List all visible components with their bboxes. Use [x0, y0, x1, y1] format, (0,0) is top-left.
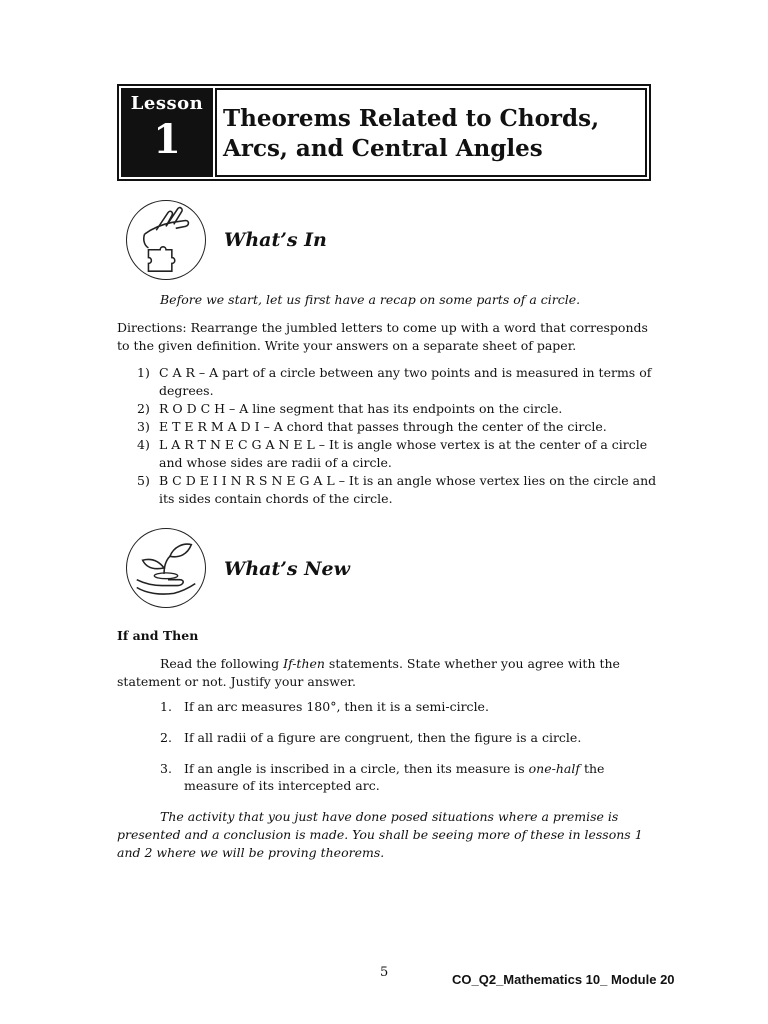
- list-item: [137, 418, 657, 436]
- closing-paragraph: [117, 808, 657, 862]
- lesson-title-box: [215, 88, 647, 177]
- lesson-title-line1: Theorems Related to Chords,: [223, 105, 600, 132]
- directions: [117, 319, 657, 355]
- instructions: [117, 655, 657, 691]
- list-item: [137, 364, 657, 400]
- page-number: 5: [380, 965, 389, 980]
- list-item: [160, 760, 650, 794]
- list-item: [160, 698, 650, 715]
- list-item: [137, 400, 657, 418]
- item-number: 4): [137, 437, 150, 452]
- hand-plant-icon: [126, 528, 206, 608]
- lesson-title: [223, 104, 599, 164]
- whats-new-title: What’s New: [224, 558, 350, 580]
- item-number: 5): [137, 473, 150, 488]
- item-text: E T E R M A D I – A chord that passes through the center of the circle.: [159, 419, 607, 434]
- subheading: If and Then: [117, 628, 199, 643]
- lesson-header: [117, 84, 651, 181]
- jumbled-word-list: [137, 364, 657, 508]
- lesson-badge: [121, 88, 213, 177]
- directions-line2: to the given definition. Write your answers on a separate sheet of paper.: [117, 338, 577, 353]
- item-text: C A R – A part of a circle between any two points and is measured in terms of: [159, 365, 652, 380]
- item-text: If an arc measures 180°, then it is a semi-circle.: [184, 699, 489, 714]
- item-number: 2.: [160, 730, 172, 745]
- item-number: 1): [137, 365, 150, 380]
- if-then-list: [160, 698, 650, 808]
- whats-in-intro: Before we start, let us first have a recap on some parts of a circle.: [160, 292, 581, 307]
- hand-puzzle-icon: [126, 200, 206, 280]
- whats-in-title: What’s In: [224, 229, 327, 251]
- closing-line3: and 2 where we will be proving theorems.: [117, 845, 385, 860]
- item-text: R O D C H – A line segment that has its endpoints on the circle.: [159, 401, 563, 416]
- list-item: [137, 436, 657, 472]
- directions-line1: Directions: Rearrange the jumbled letters to come up with a word that corresponds: [117, 320, 648, 335]
- item-number: 2): [137, 401, 150, 416]
- item-text: If all radii of a figure are congruent, then the figure is a circle.: [184, 730, 582, 745]
- item-number: 3.: [160, 761, 172, 776]
- module-code: CO_Q2_Mathematics 10_ Module 20: [452, 972, 675, 987]
- closing-line2: presented and a conclusion is made. You shall be seeing more of these in lessons 1: [117, 827, 643, 842]
- instructions-line1: Read the following If-then statements. State whether you agree with the: [160, 656, 620, 671]
- item-text-line2: degrees.: [159, 383, 214, 398]
- item-number: 3): [137, 419, 150, 434]
- item-text-line2: its sides contain chords of the circle.: [159, 491, 393, 506]
- item-text: L A R T N E C G A N E L – It is angle whose vertex is at the center of a circle: [159, 437, 648, 452]
- list-item: [160, 729, 650, 746]
- item-text-line2: and whose sides are radii of a circle.: [159, 455, 392, 470]
- item-text: B C D E I I N R S N E G A L – It is an angle whose vertex lies on the circle and: [159, 473, 657, 488]
- instructions-line2: statement or not. Justify your answer.: [117, 674, 356, 689]
- list-item: [137, 472, 657, 508]
- lesson-label: Lesson: [130, 93, 204, 114]
- item-text-line2: measure of its intercepted arc.: [184, 778, 380, 793]
- item-number: 1.: [160, 699, 172, 714]
- lesson-title-line2: Arcs, and Central Angles: [223, 135, 543, 162]
- item-text: If an angle is inscribed in a circle, then its measure is one-half the: [184, 761, 605, 776]
- closing-line1: The activity that you just have done posed situations where a premise is: [160, 809, 619, 824]
- lesson-number: 1: [153, 116, 181, 163]
